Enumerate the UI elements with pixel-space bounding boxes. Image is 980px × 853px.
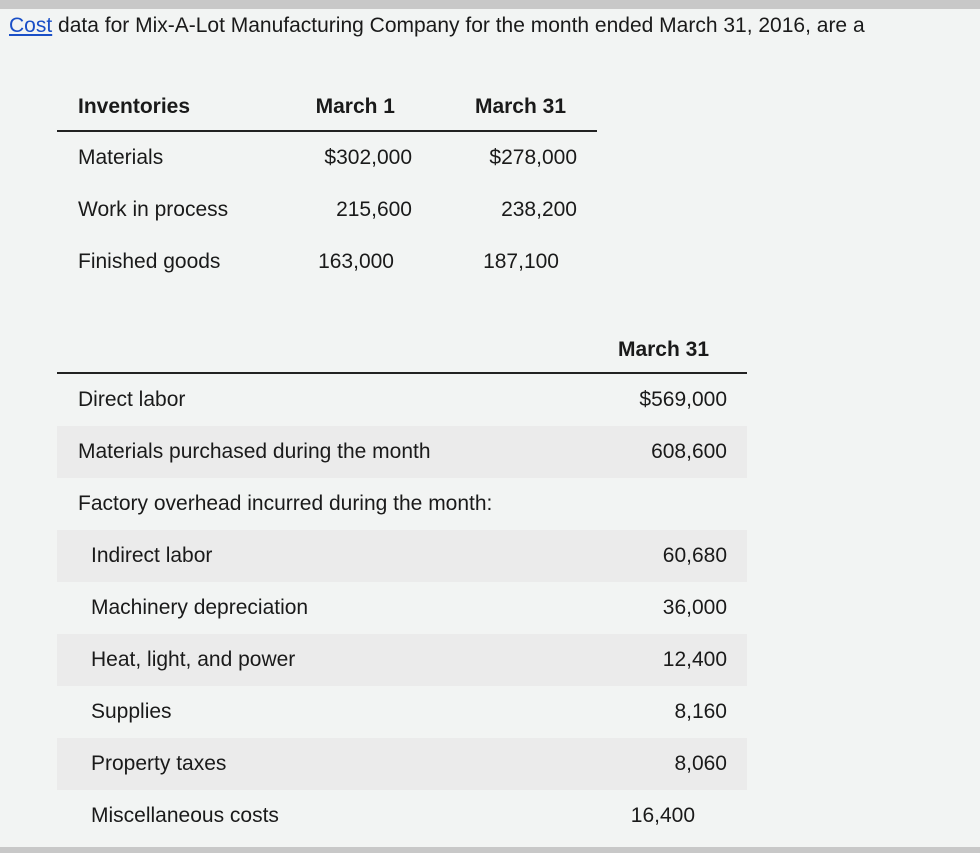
table-row xyxy=(57,132,597,184)
header-march-31: March 31 xyxy=(474,95,566,118)
row-value: 60,680 xyxy=(662,544,727,567)
row-label: Machinery depreciation xyxy=(91,596,309,619)
row-label: Factory overhead incurred during the month: xyxy=(78,492,493,515)
row-march-31: $278,000 xyxy=(489,146,577,169)
row-value: 12,400 xyxy=(662,648,727,671)
row-value: $569,000 xyxy=(639,388,727,411)
table-row xyxy=(57,478,747,530)
cost-link[interactable]: Cost xyxy=(9,14,53,37)
intro-sentence: data for Mix-A-Lot Manufacturing Company for the month ended March 31, 2016, are a xyxy=(52,14,865,37)
row-label: Finished goods xyxy=(78,250,221,273)
row-march-1: 215,600 xyxy=(336,198,412,221)
row-march-31: 187,100 xyxy=(483,250,559,273)
row-label: Property taxes xyxy=(91,752,227,775)
header-march-1: March 1 xyxy=(315,95,395,118)
row-label: Miscellaneous costs xyxy=(91,804,279,827)
intro-text xyxy=(9,13,980,39)
table-row xyxy=(57,374,747,426)
header-inventories: Inventories xyxy=(78,95,191,118)
table-row xyxy=(57,236,597,288)
table-row xyxy=(57,634,747,686)
row-value: 608,600 xyxy=(651,440,727,463)
row-label: Work in process xyxy=(78,198,229,221)
row-march-1: $302,000 xyxy=(324,146,412,169)
table-row xyxy=(57,582,747,634)
row-value: 36,000 xyxy=(662,596,727,619)
row-value: 8,160 xyxy=(674,700,727,723)
top-border xyxy=(0,0,980,9)
row-label: Indirect labor xyxy=(91,544,213,567)
row-march-31: 238,200 xyxy=(501,198,577,221)
costs-table xyxy=(57,327,747,842)
row-label: Supplies xyxy=(91,700,172,723)
row-value: 16,400 xyxy=(630,804,695,827)
inventories-table xyxy=(57,85,597,288)
row-value: 8,060 xyxy=(674,752,727,775)
table-row xyxy=(57,686,747,738)
table-row xyxy=(57,426,747,478)
row-label: Materials xyxy=(78,146,164,169)
row-march-1: 163,000 xyxy=(318,250,394,273)
table-row xyxy=(57,738,747,790)
inventories-header-row xyxy=(57,85,597,132)
row-label: Direct labor xyxy=(78,388,186,411)
costs-header-row xyxy=(57,327,747,374)
header-march-31: March 31 xyxy=(617,338,709,361)
row-label: Heat, light, and power xyxy=(91,648,296,671)
bottom-border xyxy=(0,847,980,853)
table-row xyxy=(57,790,747,842)
table-row xyxy=(57,184,597,236)
table-row xyxy=(57,530,747,582)
row-label: Materials purchased during the month xyxy=(78,440,431,463)
